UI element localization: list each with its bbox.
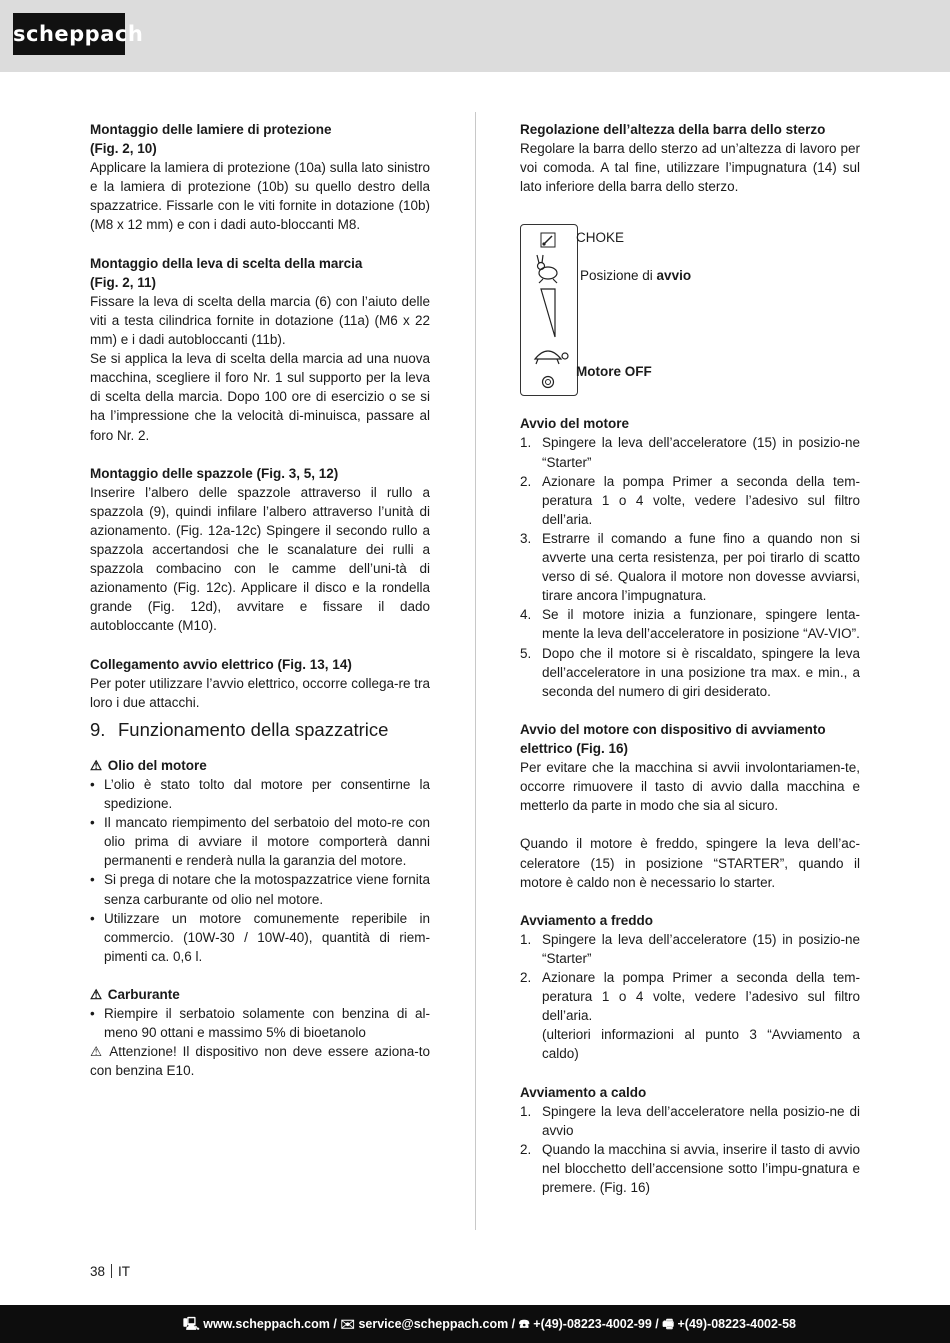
list-item: 1. Spingere la leva dell’acceleratore (15) in posizio-ne “Starter” [520, 931, 860, 966]
paragraph-protection-plates: Applicare la lamiera di protezione (10a) sulla lato sinistro e la lamiera di protezione (10b) su quello destro della spazzatrice. Fissarle con le viti fornite in dotazione (10b) (M8 x 12 mm) e con i dadi auto-bloccanti M8. [90, 160, 430, 233]
brand-logo: scheppach [13, 13, 125, 55]
cold-start-steps [520, 930, 860, 1025]
list-item: 5. Dopo che il motore si è riscaldato, spingere la leva dell’acceleratore in una posizione tra max. e min., a seconda del numero di giri desiderato. [520, 645, 860, 699]
heading-gear-lever-ref: (Fig. 2, 11) [90, 274, 157, 290]
paragraph-electric-starting-1: Per evitare che la macchina si avvii involontariamen-te, occorre rimuovere il tasto di avvio dalla macchina e metterlo da parte in modo che sia al sicuro. [520, 760, 860, 814]
fuel-warning-text: Attenzione! Il dispositivo non deve essere aziona-to con benzina E10. [90, 1044, 431, 1079]
warning-icon: ⚠ [90, 987, 103, 1003]
warm-start-steps [520, 1102, 860, 1197]
list-item: 1. Spingere la leva dell’acceleratore (15) in posizio-ne “Starter” [520, 435, 860, 470]
oil-list [90, 775, 430, 966]
fax-icon: 🖷 [662, 1317, 675, 1331]
left-column [90, 120, 430, 1081]
label-engine-off: Motore OFF [576, 364, 652, 380]
list-item: • Si prega di notare che la motospazzatrice viene fornita senza carburante od olio nel motore. [90, 872, 430, 907]
footer-website[interactable]: www.scheppach.com / [203, 1317, 337, 1331]
page-header [0, 0, 950, 72]
list-item: • Utilizzare un motore comunemente reperibile in commercio. (10W-30 / 10W-40), quantità di riem-pimenti ca. 0,6 l. [90, 910, 430, 964]
paragraph-gear-lever-2: Se si applica la leva di scelta della marcia ad una nuova macchina, scegliere il foro Nr. 1 sul supporto per la leva di scelta della marcia. Dopo 100 ore di esercizio o se si ha l’impressione che la velocità di-minuisca, passare al foro Nr. 2. [90, 351, 430, 443]
fuel-list [90, 1004, 430, 1042]
list-item: 1. Spingere la leva dell’acceleratore nella posizio-ne di avvio [520, 1103, 860, 1138]
right-column [520, 120, 860, 1197]
heading-oil [90, 756, 430, 775]
fuel-warning [90, 1042, 430, 1080]
list-item: 2. Quando la macchina si avvia, inserire il tasto di avvio nel blocchetto dell’accensione sotto l’impu-gnatura e premere. (Fig. 16) [520, 1141, 860, 1196]
label-start-position: Posizione di avvio [580, 268, 692, 284]
heading-engine-start: Avvio del motore [520, 416, 630, 432]
label-choke: CHOKE [576, 230, 625, 246]
heading-fuel-text: Carburante [107, 987, 180, 1003]
page-footer [0, 1305, 950, 1343]
heading-electric-starting: Avvio del motore con dispositivo di avviamento elettrico (Fig. 16) [520, 721, 826, 756]
engine-start-steps [520, 433, 860, 700]
page-language: IT [118, 1264, 131, 1279]
cold-start-note: (ulteriori informazioni al punto 3 “Avviamento a caldo) [542, 1027, 860, 1062]
heading-cold-start: Avviamento a freddo [520, 912, 654, 928]
heading-protection-plates: Montaggio delle lamiere di protezione [90, 122, 332, 137]
paragraph-handlebar-height: Regolare la barra dello sterzo ad un’altezza di lavoro per voi comoda. A tal fine, utilizzare l’impugnatura (14) sul lato inferiore della barra dello sterzo. [520, 141, 860, 195]
heading-gear-lever: Montaggio della leva di scelta della marcia [90, 255, 363, 271]
page-number-value: 38 [90, 1264, 106, 1279]
heading-handlebar-height: Regolazione dell’altezza della barra dello sterzo [520, 122, 826, 137]
paragraph-brushes: Inserire l’albero delle spazzole attraverso il rullo a spazzola (9), quindi infilare l’albero attraverso l’unità di azionamento. (Fig. 12a-12c) Spingere il secondo rullo a spazzola accertandosi che le scanalature dei rulli a spazzola combacino con le camme dell’uni-tà di azionamento (Fig. 12c). Applicare il disco e la rondella grande (Fig. 12d), avvitare e fissare il dado autobloccante (M10). [90, 484, 430, 634]
phone-icon: ☎ [518, 1317, 530, 1331]
page-number [90, 1264, 130, 1279]
heading-protection-plates-ref: (Fig. 2, 10) [90, 141, 157, 157]
column-divider [475, 112, 476, 1230]
throttle-symbols-icon [521, 225, 577, 395]
heading-fuel [90, 985, 430, 1004]
footer-phone: +(49)-08223-4002-99 / [533, 1317, 659, 1331]
mail-icon: ✉ [340, 1317, 355, 1331]
heading-brushes: Montaggio delle spazzole (Fig. 3, 5, 12) [90, 465, 339, 481]
list-item: • Il mancato riempimento del serbatoio del moto-re con olio prima di avviare il motore comporterà danni permanenti e renderà nulla la garanzia del motore. [90, 815, 430, 869]
warning-icon: ⚠ [90, 757, 103, 773]
warning-icon: ⚠ [90, 1044, 103, 1060]
heading-warm-start: Avviamento a caldo [520, 1084, 647, 1100]
heading-oil-text: Olio del motore [107, 757, 207, 773]
section-title-text: Funzionamento della spazzatrice [118, 718, 389, 740]
paragraph-gear-lever-1: Fissare la leva di scelta della marcia (6) con l’aiuto delle viti a testa cilindrica fornite in dotazione (11a) (M6 x 22 mm) e i dadi autobloccanti (11b). [90, 293, 430, 348]
list-item: • L’olio è stato tolto dal motore per consentirne la spedizione. [90, 777, 430, 812]
throttle-figure [520, 206, 860, 402]
list-item: • Riempire il serbatoio solamente con benzina di al-meno 90 ottani e massimo 5% di bioetanolo [90, 1006, 430, 1041]
throttle-panel [520, 224, 578, 396]
paragraph-electric-starting-2: Quando il motore è freddo, spingere la leva dell’ac-celeratore (15) in posizione “STARTER”, quando il motore è caldo non è necessario lo starter. [520, 836, 860, 890]
footer-fax: +(49)-08223-4002-58 [677, 1317, 796, 1331]
list-item: 2. Azionare la pompa Primer a seconda della tem-peratura 1 o 4 volte, vedere l’adesivo sul filtro dell’aria. [520, 970, 860, 1024]
section-title [90, 718, 430, 742]
paragraph-electric-start: Per poter utilizzare l’avvio elettrico, occorre collega-re tra loro i due attacchi. [90, 675, 430, 710]
list-item: 4. Se il motore inizia a funzionare, spingere lenta-mente la leva dell’acceleratore in posizione “AV-VIO”. [520, 607, 860, 642]
heading-electric-start: Collegamento avvio elettrico (Fig. 13, 14) [90, 656, 352, 672]
list-item: 2. Azionare la pompa Primer a seconda della tem-peratura 1 o 4 volte, vedere l’adesivo sul filtro dell’aria. [520, 473, 860, 527]
section-number: 9. [90, 718, 106, 740]
computer-icon: 🖳 [183, 1317, 200, 1331]
footer-email[interactable]: service@scheppach.com / [358, 1317, 516, 1331]
list-item: 3. Estrarre il comando a fune fino a quando non si avverte una certa resistenza, per poi tirarlo di scatto verso di sé. Qualora il motore non dovesse avviarsi, tirare ancora l’impugnatura. [520, 530, 860, 604]
